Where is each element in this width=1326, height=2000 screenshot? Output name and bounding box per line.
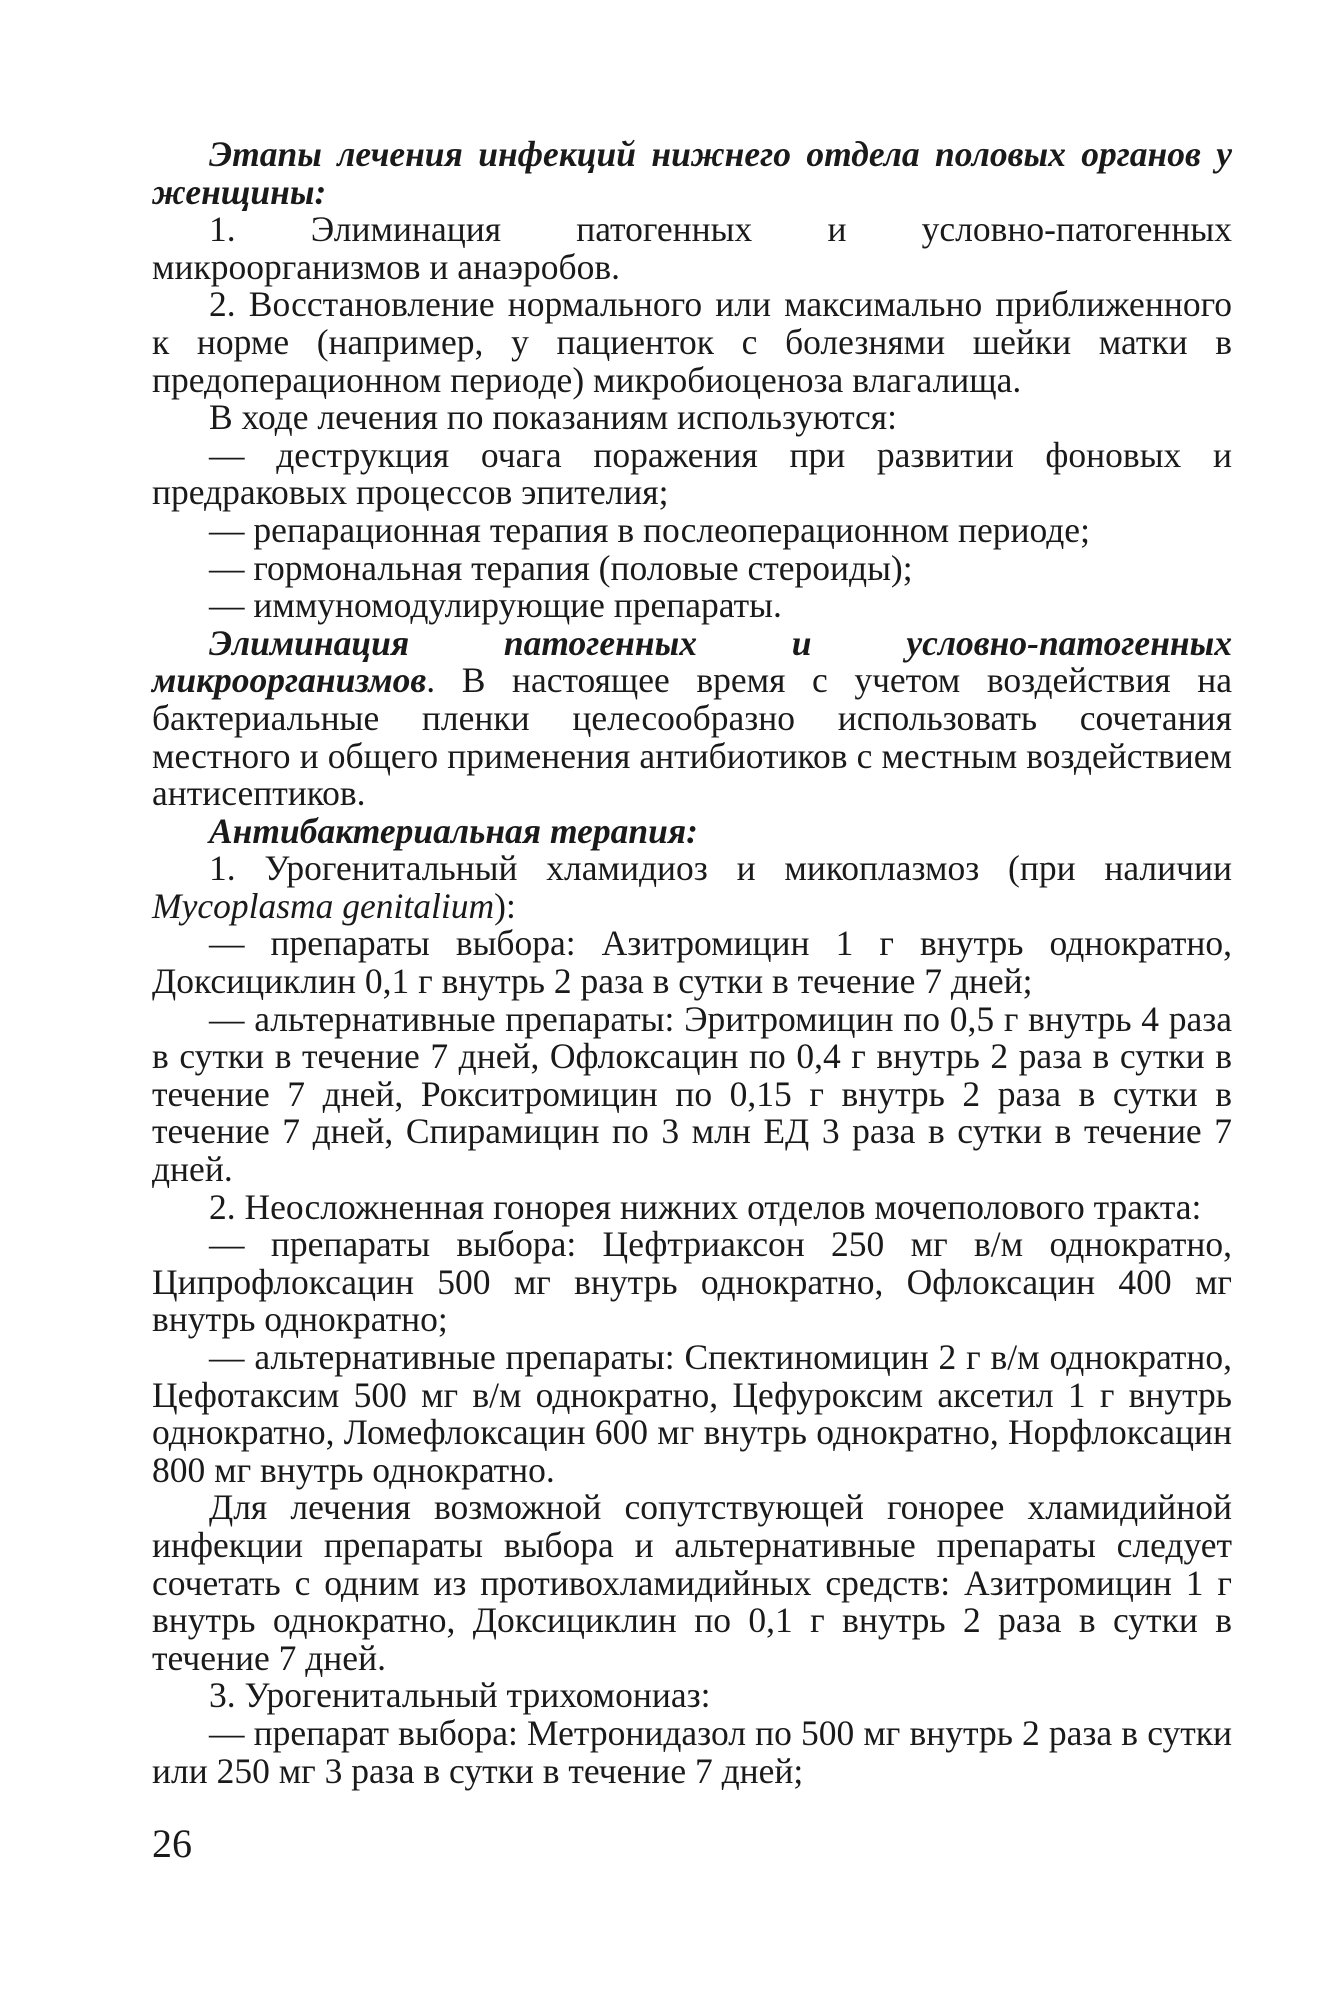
item-1-alternative: — альтернативные препараты: Эритромицин по 0,5 г внутрь 4 раза в сутки в течение 7 дней, Офлоксацин по 0,4 г внутрь 2 раза в сутки в течение 7 дней, Рокситромицин по 0,15 г внутрь 2 раза в сутки в течение 7 дней, Спирамицин по 3 млн ЕД 3 раза в сутки в течение 7 дней. [152,998,1232,1190]
item-2-title: 2. Неосложненная гонорея нижних отделов мочеполового тракта: [209,1186,1202,1227]
indication-item: — репарационная терапия в послеоперационном периоде; [209,509,1090,550]
item-3-choice: — препарат выбора: Метронидазол по 500 мг внутрь 2 раза в сутки или 250 мг 3 раза в сутки в течение 7 дней; [152,1712,1232,1791]
indication-item: — иммуномодулирующие препараты. [209,585,782,626]
elimination-paragraph [152,622,1232,814]
organism-name: Mycoplasma genitalium [152,885,495,926]
indication-item: — гормональная терапия (половые стероиды); [209,547,913,588]
elimination-title: Элиминация патогенных и условно-патогенных микроорганизмов [152,622,1232,701]
item-1-title: 1. Урогенитальный хламидиоз и микоплазмоз (при наличии Mycoplasma genitalium): [152,848,1232,926]
item-3-title: 3. Урогенитальный трихомониаз: [209,1675,711,1716]
item-2-choice: — препараты выбора: Цефтриаксон 250 мг в/м однократно, Ципрофлоксацин 500 мг внутрь однократно, Офлоксацин 400 мг внутрь однократно; [152,1224,1232,1340]
elimination-text: . В настоящее время с учетом воздействия на бактериальные пленки целесообразно использовать сочетания местного и общего применения антибиотиков с местным воздействием антисептиков. [152,660,1232,814]
item-2-note: Для лечения возможной сопутствующей гонорее хламидийной инфекции препараты выбора и альтернативные препараты следует сочетать с одним из противохламидийных средств: Азитромицин 1 г внутрь однократно, Доксициклин по 0,1 г внутрь 2 раза в сутки в течение 7 дней. [152,1487,1232,1678]
page-number: 26 [152,1821,192,1866]
stage-2: 2. Восстановление нормального или максимально приближенного к норме (например, у пациенток с болезнями шейки матки в предоперационном периоде) микробиоценоза влагалища. [152,284,1232,400]
body-text [152,136,1232,1790]
indication-item: — деструкция очага поражения при развитии фоновых и предраковых процессов эпителия; [152,434,1232,513]
item-2-alternative: — альтернативные препараты: Спектиномицин 2 г в/м однократно, Цефотаксим 500 мг в/м однократно, Цефуроксим аксетил 1 г внутрь однократно, Ломефлоксацин 600 мг внутрь однократно, Норфлоксацин 800 мг внутрь однократно. [152,1337,1232,1490]
antibacterial-heading: Антибактериальная терапия: [209,810,698,851]
stages-heading: Этапы лечения инфекций нижнего отдела половых органов у женщины: [152,134,1232,212]
stage-1: 1. Элиминация патогенных и условно-патогенных микроорганизмов и анаэробов. [152,209,1232,287]
indications-intro: В ходе лечения по показаниям используются: [209,397,897,438]
item-1-choice: — препараты выбора: Азитромицин 1 г внутрь однократно, Доксициклин 0,1 г внутрь 2 раза в сутки в течение 7 дней; [152,923,1232,1002]
